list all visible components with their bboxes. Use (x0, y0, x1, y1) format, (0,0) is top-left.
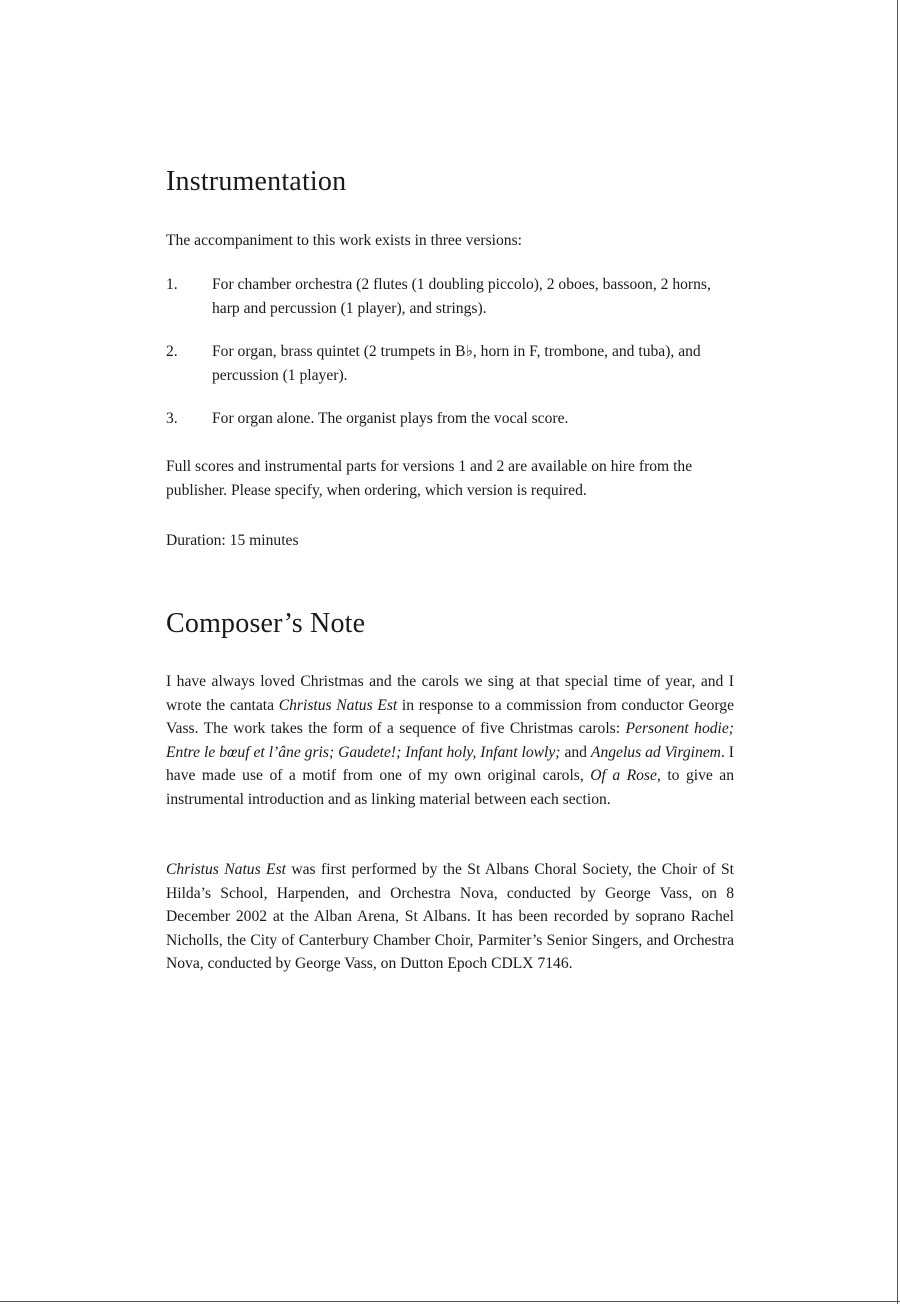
text-span: . I have made use of a motif from one of my own original carols, (166, 743, 734, 784)
duration: Duration: 15 minutes (166, 532, 299, 549)
version-item (166, 407, 734, 431)
text-span: and (560, 743, 591, 761)
carol-title: Angelus ad Virginem (590, 743, 721, 761)
text-span: , to give an instrumental introduction and as linking material between each section. (166, 767, 734, 808)
carol-title: Personent hodie; (625, 720, 734, 737)
work-title: Christus Natus Est (278, 696, 398, 714)
carol-title: Gaudete!; (338, 743, 402, 761)
carol-title: Of a Rose (590, 767, 657, 784)
hire-note: Full scores and instrumental parts for versions 1 and 2 are available on hire from the publisher. Please specify, when ordering, which version is required. (166, 458, 693, 499)
carol-title: Entre le bœuf et l’âne gris; (166, 743, 335, 761)
text-span: I have always loved Christmas and the carols we sing at that special time of year, and I wrote the cantata (166, 673, 734, 714)
version-item (166, 273, 734, 320)
version-text: For organ alone. The organist plays from the vocal score. (212, 410, 569, 427)
carol-title: Infant holy, Infant lowly; (405, 743, 561, 761)
version-text: For organ, brass quintet (2 trumpets in B♭, horn in F, trombone, and tuba), and percussion (1 player). (212, 343, 701, 384)
version-text: For chamber orchestra (2 flutes (1 doubling piccolo), 2 oboes, bassoon, 2 horns, harp and percussion (1 player), and strings). (212, 276, 711, 317)
text-span: was first performed by the St Albans Choral Society, the Choir of St Hilda’s School, Harpenden, and Orchestra Nova, conducted by George Vass, on 8 December 2002 at the Alban Arena, St Albans. It has been recorded by soprano Rachel Nicholls, the City of Canterbury Chamber Choir, Parmiter’s Senior Singers, and Orchestra Nova, conducted by George Vass, on Dutton Epoch CDLX 7146. (166, 861, 735, 972)
instrumentation-intro: The accompaniment to this work exists in three versions: (166, 232, 522, 249)
version-item (166, 340, 734, 387)
version-number: 3. (166, 410, 178, 427)
composers-note-heading: Composer’s Note (166, 608, 366, 639)
page-edge-bottom (0, 1301, 900, 1302)
composers-note-paragraph-1 (166, 670, 734, 811)
version-number: 2. (166, 343, 178, 360)
page-edge-right (897, 0, 898, 1304)
versions-list (166, 273, 734, 431)
composers-note-paragraph-2 (166, 858, 734, 976)
version-number: 1. (166, 276, 178, 293)
work-title: Christus Natus Est (166, 861, 286, 878)
text-span: in response to a commission from conductor George Vass. The work takes the form of a sequence of five Christmas carols: (166, 696, 734, 737)
instrumentation-heading: Instrumentation (166, 166, 347, 197)
